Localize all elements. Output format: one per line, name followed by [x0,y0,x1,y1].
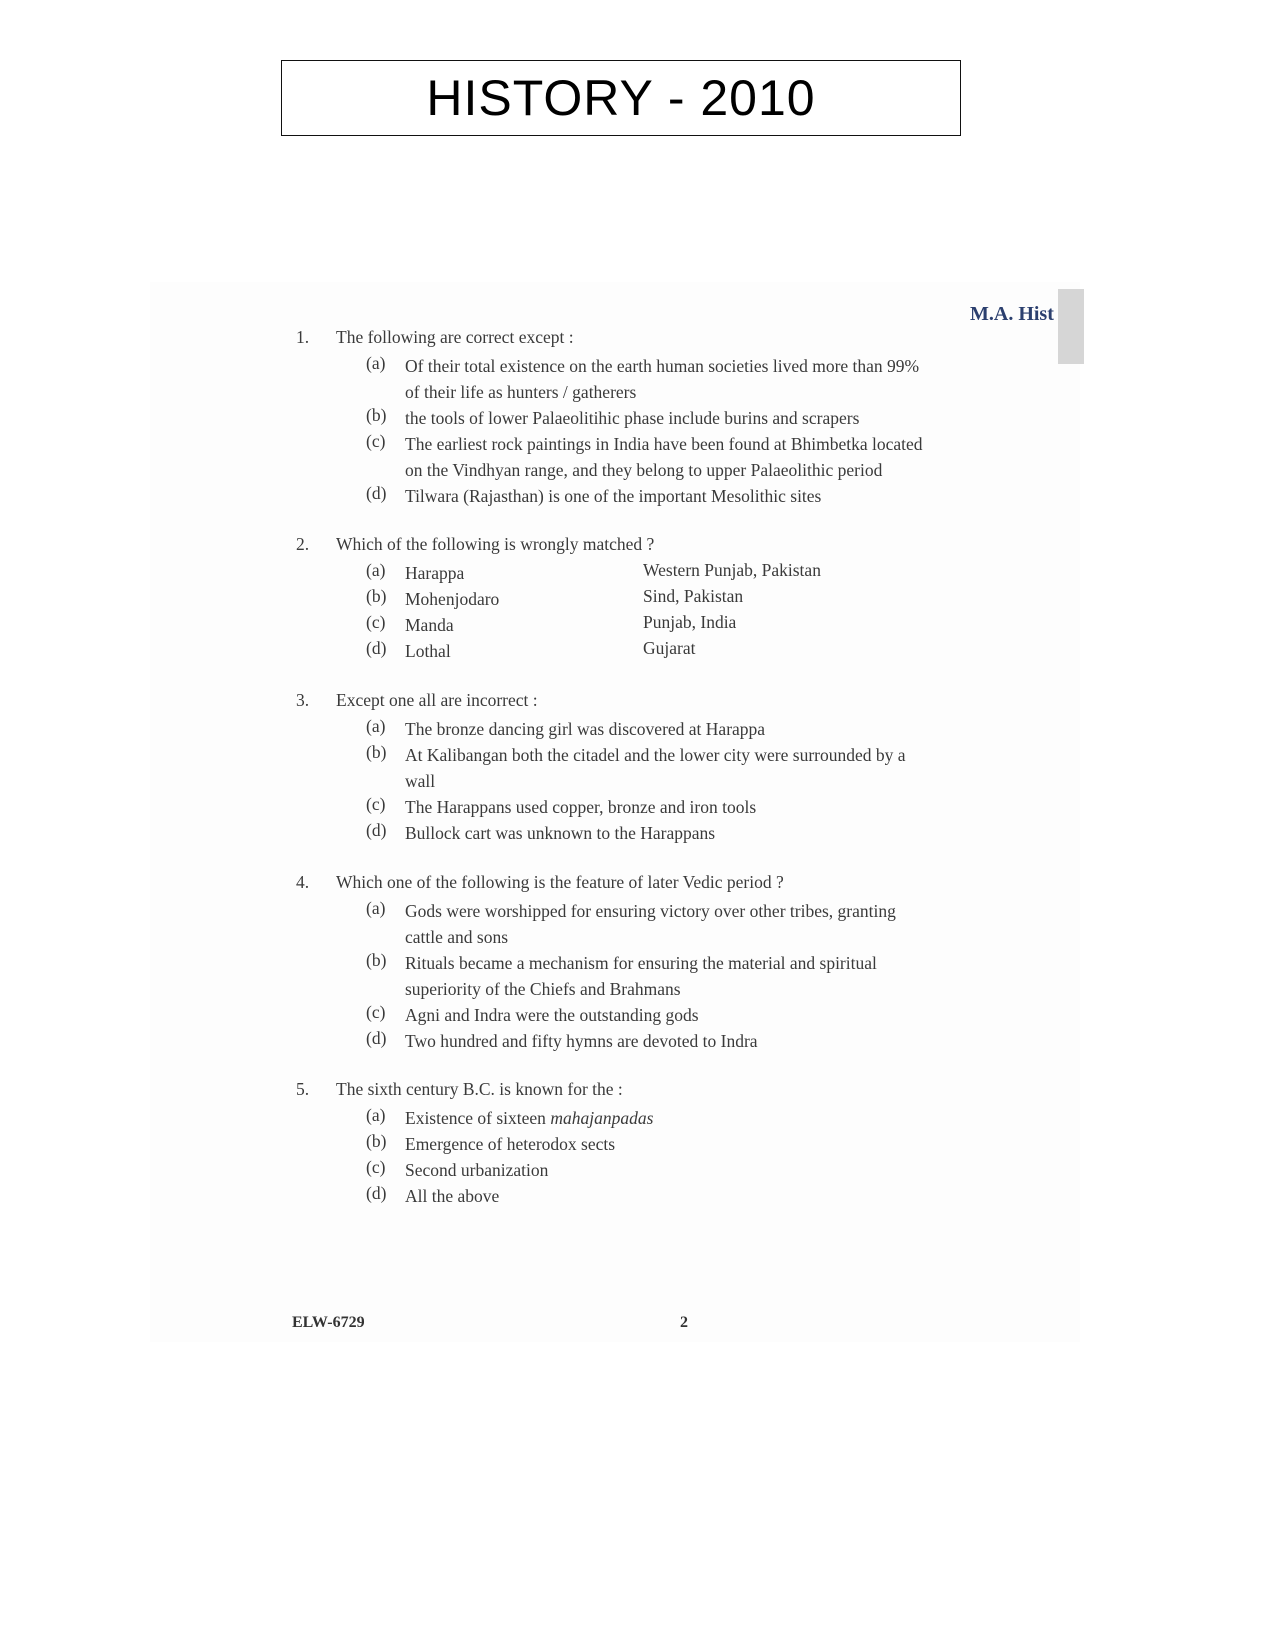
option-text-line-2: on the Vindhyan range, and they belong to upper Palaeolithic period [405,460,883,480]
question-stem: The following are correct except : [336,327,574,347]
option-label: (c) [366,794,386,814]
question-stem: The sixth century B.C. is known for the : [336,1079,623,1099]
option-text: The bronze dancing girl was discovered at Harappa [405,719,766,739]
option-label: (d) [366,1183,387,1203]
option-text-line-2: cattle and sons [405,927,509,947]
option-label: (c) [366,612,386,632]
option-text-line-2: of their life as hunters / gatherers [405,382,637,402]
option-text: Emergence of heterodox sects [405,1134,616,1154]
option-text-line-1: Of their total existence on the earth human societies lived more than 99% [405,356,920,376]
option-text: Bullock cart was unknown to the Harappans [405,823,716,843]
option-text-italic: mahajanpadas [550,1108,654,1128]
option-text: All the above [405,1186,500,1206]
option-label: (b) [366,405,387,425]
page-tab-strip [1058,289,1084,364]
option-location: Sind, Pakistan [643,586,744,606]
option-site: Mohenjodaro [405,589,500,609]
option-site: Harappa [405,563,465,583]
option-label: (d) [366,1028,387,1048]
option-label: (a) [366,716,386,736]
title-box [281,60,961,136]
page-title: HISTORY - 2010 [426,70,816,126]
option-label: (a) [366,1105,386,1125]
option-location: Western Punjab, Pakistan [643,560,821,580]
header-tag: M.A. Hist [970,303,1054,325]
question-number: 2. [296,534,310,554]
option-label: (a) [366,560,386,580]
question-stem: Which one of the following is the feature of later Vedic period ? [336,872,784,892]
option-label: (b) [366,742,387,762]
option-text [405,1105,653,1131]
option-location: Gujarat [643,638,696,658]
question-number: 3. [296,690,310,710]
option-text: the tools of lower Palaeolitihic phase include burins and scrapers [405,408,860,428]
option-label: (c) [366,1002,386,1022]
question-number: 4. [296,872,310,892]
option-text-plain: Existence of sixteen [405,1108,551,1128]
footer-code: ELW-6729 [292,1314,365,1331]
option-site: Manda [405,615,454,635]
option-text-line-2: wall [405,771,436,791]
option-label: (a) [366,898,386,918]
option-label: (c) [366,431,386,451]
option-label: (b) [366,950,387,970]
option-label: (a) [366,353,386,373]
option-text: Tilwara (Rajasthan) is one of the important Mesolithic sites [405,486,822,506]
page-number: 2 [680,1314,688,1331]
question-stem: Except one all are incorrect : [336,690,538,710]
option-label: (b) [366,1131,387,1151]
option-text-line-1: The earliest rock paintings in India have been found at Bhimbetka located [405,434,923,454]
question-number: 5. [296,1079,310,1099]
question-number: 1. [296,327,310,347]
option-text: Second urbanization [405,1160,549,1180]
option-site: Lothal [405,641,451,661]
option-text-line-1: Rituals became a mechanism for ensuring the material and spiritual [405,953,877,973]
option-text-line-2: superiority of the Chiefs and Brahmans [405,979,681,999]
option-label: (b) [366,586,387,606]
option-label: (c) [366,1157,386,1177]
question-stem: Which of the following is wrongly matched ? [336,534,655,554]
option-text: Agni and Indra were the outstanding gods [405,1005,699,1025]
option-text: The Harappans used copper, bronze and iron tools [405,797,757,817]
option-label: (d) [366,820,387,840]
option-label: (d) [366,638,387,658]
option-text-line-1: At Kalibangan both the citadel and the lower city were surrounded by a [405,745,906,765]
option-label: (d) [366,483,387,503]
option-text-line-1: Gods were worshipped for ensuring victory over other tribes, granting [405,901,896,921]
option-text: Two hundred and fifty hymns are devoted to Indra [405,1031,758,1051]
option-location: Punjab, India [643,612,737,632]
